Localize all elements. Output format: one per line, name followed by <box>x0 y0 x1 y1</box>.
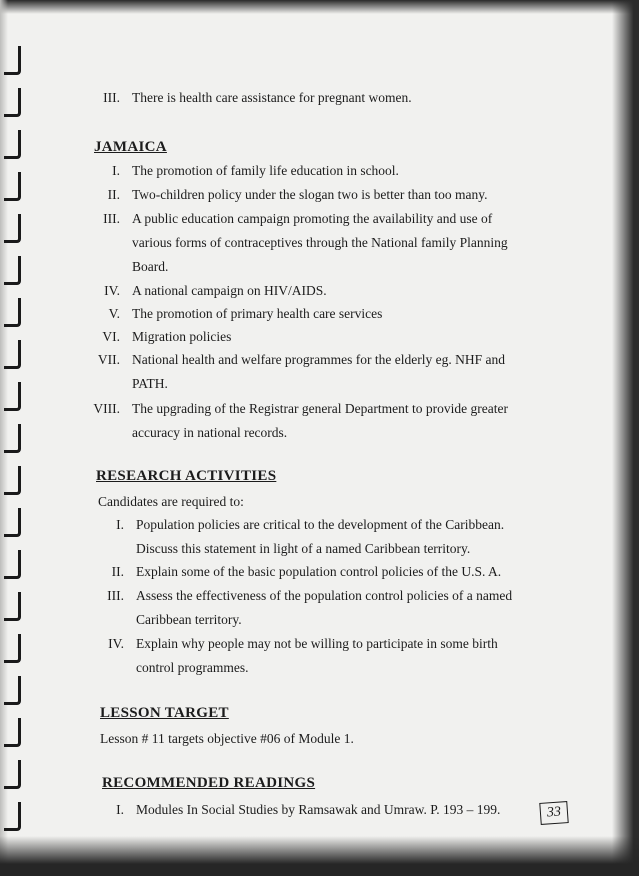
list-item-text: control programmes. <box>136 660 249 675</box>
list-item-text: Discuss this statement in light of a named Caribbean territory. <box>136 541 471 556</box>
list-item-text: Caribbean territory. <box>136 612 242 627</box>
list-number: I. <box>116 517 124 532</box>
list-number: II. <box>107 187 120 202</box>
list-item-text: Explain some of the basic population control policies of the U.S. A. <box>136 564 502 579</box>
list-item-text: National health and welfare programmes for the elderly eg. NHF and <box>132 352 505 367</box>
list-number: VIII. <box>93 401 120 416</box>
list-number: II. <box>111 564 124 579</box>
list-item-text: The upgrading of the Registrar general Department to provide greater <box>132 401 508 416</box>
list-item-text: Assess the effectiveness of the population control policies of a named <box>136 588 513 603</box>
section-heading-research: RESEARCH ACTIVITIES <box>96 468 277 484</box>
scan-edge-right <box>612 0 639 876</box>
section-heading-jamaica: JAMAICA <box>94 139 167 155</box>
page-number: 33 <box>539 801 568 825</box>
list-number: I. <box>116 802 124 817</box>
list-item-text: accuracy in national records. <box>132 425 288 440</box>
list-item-text: A public education campaign promoting the availability and use of <box>132 211 493 226</box>
list-number: III. <box>107 588 124 603</box>
scan-edge-bottom <box>0 836 639 876</box>
list-item-text: The promotion of primary health care services <box>132 306 383 321</box>
research-intro: Candidates are required to: <box>98 494 244 509</box>
list-number: IV. <box>104 283 120 298</box>
list-number: III. <box>103 211 120 226</box>
list-number: IV. <box>108 636 124 651</box>
list-number: I. <box>112 163 120 178</box>
list-item-text: various forms of contraceptives through the National family Planning <box>132 235 508 250</box>
list-item-text: Explain why people may not be willing to participate in some birth <box>136 636 498 651</box>
list-item-text: Two-children policy under the slogan two is better than too many. <box>132 187 488 202</box>
list-item-text: A national campaign on HIV/AIDS. <box>132 283 327 298</box>
list-number: V. <box>108 306 120 321</box>
list-item-text: The promotion of family life education in school. <box>132 163 399 178</box>
list-number: VI. <box>102 329 120 344</box>
reading-item-text: Modules In Social Studies by Ramsawak and Umraw. P. 193 – 199. <box>136 802 501 817</box>
list-item-text: PATH. <box>132 376 168 391</box>
list-item-text: Population policies are critical to the development of the Caribbean. <box>136 517 505 532</box>
list-number: III. <box>103 90 120 105</box>
list-item-text: Board. <box>132 259 169 274</box>
list-item-text: There is health care assistance for pregnant women. <box>132 90 412 105</box>
section-heading-lesson-target: LESSON TARGET <box>100 705 229 721</box>
section-heading-readings: RECOMMENDED READINGS <box>102 775 316 791</box>
lesson-target-text: Lesson # 11 targets objective #06 of Module 1. <box>100 731 354 746</box>
list-number: VII. <box>97 352 120 367</box>
list-item-text: Migration policies <box>132 329 232 344</box>
